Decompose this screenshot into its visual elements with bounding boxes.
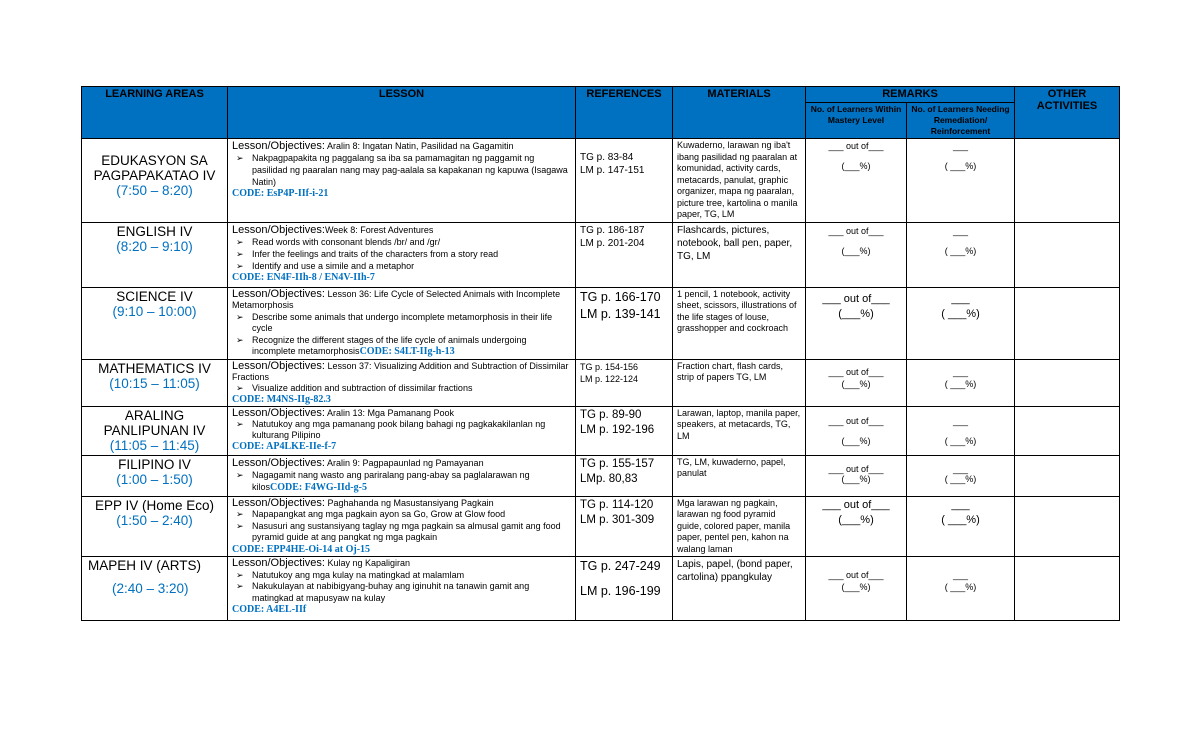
other-activities-cell: [1015, 359, 1120, 406]
lm-reference: LM p. 192-196: [580, 423, 655, 436]
remediation-count: ___: [952, 415, 969, 426]
tg-reference: TG p. 155-157: [580, 457, 655, 470]
learning-area-cell: [82, 455, 228, 496]
references-cell: [576, 222, 673, 287]
mastery-percent: (___%): [841, 582, 871, 592]
lesson-code: CODE: S4LT-IIg-h-13: [359, 346, 455, 357]
mastery-percent: (___%): [841, 378, 871, 389]
objective-item: ➢ Napapangkat ang mga pagkain ayon sa Go, Grow at Glow food: [252, 509, 571, 521]
lesson-title: Aralin 13: Mga Pamanang Pook: [326, 407, 455, 418]
objective-item: ➢ Read words with consonant blends /br/ and /gr/: [252, 236, 571, 248]
table-row: [82, 222, 1120, 287]
lesson-heading: Lesson/Objectives:: [232, 456, 325, 469]
mastery-count: ___ out of___: [828, 141, 884, 151]
lesson-cell: [228, 557, 576, 621]
objective-text: Recognize the different stages of the life cycle of animals undergoing incomplete metamorphosis: [252, 334, 527, 356]
remediation-cell: [907, 287, 1015, 359]
mastery-cell: [806, 557, 907, 621]
learning-area-name: ENGLISH IV: [116, 223, 193, 239]
lesson-plan-table: [81, 86, 1120, 621]
learning-area-cell: [82, 406, 228, 455]
learning-area-cell: [82, 496, 228, 557]
other-activities-cell: [1015, 139, 1120, 223]
lesson-title: Aralin 8: Ingatan Natin, Pasilidad na Gagamitin: [326, 141, 514, 151]
remediation-count: ___: [952, 225, 969, 236]
lm-reference: LM p. 147-151: [580, 165, 645, 176]
learning-area-name: MAPEH IV (ARTS): [88, 558, 202, 573]
lesson-code: CODE: EPP4HE-Oi-14 at Oj-15: [232, 543, 371, 555]
remediation-cell: [907, 557, 1015, 621]
lm-reference: LM p. 122-124: [580, 373, 639, 384]
references-cell: [576, 287, 673, 359]
mastery-percent: (___%): [838, 513, 874, 526]
objective-text: Nagagamit nang wasto ang pariralang pang-abay sa paglalarawan ng kilos: [252, 469, 530, 492]
lesson-cell: [228, 287, 576, 359]
header-materials: MATERIALS: [673, 87, 806, 139]
table-row: [82, 557, 1120, 621]
remediation-cell: [907, 359, 1015, 406]
lesson-heading: Lesson/Objectives:: [232, 223, 325, 236]
tg-reference: TG p. 154-156: [580, 361, 639, 372]
lesson-heading: Lesson/Objectives:: [232, 406, 325, 419]
lesson-heading: Lesson/Objectives:: [232, 287, 325, 300]
lm-reference: LM p. 196-199: [580, 584, 661, 598]
header-mastery: No. of Learners Within Mastery Level: [806, 103, 907, 139]
lesson-heading: Lesson/Objectives:: [232, 496, 325, 509]
lesson-code: CODE: F4WG-IId-g-5: [270, 481, 367, 493]
learning-area-cell: [82, 287, 228, 359]
table-row: [82, 496, 1120, 557]
header-learning-areas: LEARNING AREAS: [82, 87, 228, 139]
lm-reference: LM p. 139-141: [580, 306, 661, 321]
tg-reference: TG p. 114-120: [580, 498, 654, 511]
mastery-count: ___ out of___: [828, 366, 884, 377]
header-references: REFERENCES: [576, 87, 673, 139]
remediation-count: ___: [952, 141, 969, 151]
tg-reference: TG p. 166-170: [580, 289, 661, 304]
mastery-cell: [806, 406, 907, 455]
mastery-cell: [806, 222, 907, 287]
lm-reference: LM p. 301-309: [580, 513, 655, 526]
other-activities-cell: [1015, 455, 1120, 496]
learning-area-time: (7:50 – 8:20): [116, 183, 193, 198]
materials-cell: Flashcards, pictures, notebook, ball pen, paper, TG, LM: [673, 222, 806, 287]
learning-area-cell: [82, 139, 228, 223]
learning-area-time: (1:00 – 1:50): [116, 471, 193, 487]
lesson-cell: [228, 139, 576, 223]
objective-item: ➢ Identify and use a simile and a metaphor: [252, 260, 571, 272]
lesson-cell: [228, 406, 576, 455]
lesson-title: Lesson 37: Visualizing Addition and Subtraction of Dissimilar Fractions: [232, 360, 569, 382]
remediation-count: ___: [952, 463, 969, 474]
lesson-title: Week 8: Forest Adventures: [324, 224, 434, 235]
remediation-percent: ( ___%): [944, 582, 977, 592]
mastery-cell: [806, 287, 907, 359]
table-row: [82, 139, 1120, 223]
remediation-percent: ( ___%): [941, 307, 980, 320]
materials-cell: TG, LM, kuwaderno, papel, panulat: [673, 455, 806, 496]
learning-area-time: (11:05 – 11:45): [109, 437, 200, 453]
objective-item: [252, 335, 571, 358]
lesson-title: Kulay ng Kapaligiran: [327, 558, 411, 568]
mastery-percent: (___%): [841, 435, 871, 446]
learning-area-name: EPP IV (Home Eco): [94, 497, 215, 513]
header-lesson: LESSON: [228, 87, 576, 139]
learning-area-name: SCIENCE IV: [116, 288, 193, 304]
lesson-code: CODE: A4EL-IIf: [232, 604, 307, 615]
remediation-percent: ( ___%): [944, 378, 977, 389]
mastery-percent: (___%): [841, 245, 871, 256]
table-row: [82, 287, 1120, 359]
learning-area-name: ARALING PANLIPUNAN IV: [103, 407, 206, 438]
references-cell: [576, 496, 673, 557]
lesson-code: CODE: EsP4P-IIf-i-21: [232, 188, 329, 199]
tg-reference: TG p. 83-84: [580, 152, 634, 163]
remediation-count: ___: [951, 498, 970, 511]
materials-cell: Kuwaderno, larawan ng iba't ibang pasilidad ng paaralan at komunidad, activity cards, metacards, panulat, graphic organizer, mapa ng paaralan, picture tree, kartolina o manila paper, TG, LM: [673, 139, 806, 223]
objective-item: ➢ Describe some animals that undergo incomplete metamorphosis in their life cycle: [252, 312, 571, 335]
other-activities-cell: [1015, 222, 1120, 287]
lesson-code: CODE: EN4F-IIh-8 / EN4V-IIh-7: [232, 271, 375, 283]
table-row: [82, 406, 1120, 455]
learning-area-cell: [82, 359, 228, 406]
lesson-title: Lesson 36: Life Cycle of Selected Animals with Incomplete Metamorphosis: [232, 288, 561, 310]
tg-reference: TG p. 89-90: [580, 408, 642, 421]
learning-area-time: (2:40 – 3:20): [112, 581, 189, 596]
materials-cell: Fraction chart, flash cards, strip of papers TG, LM: [673, 359, 806, 406]
mastery-percent: (___%): [841, 473, 871, 484]
remediation-percent: ( ___%): [941, 513, 980, 526]
learning-area-cell: [82, 557, 228, 621]
materials-cell: 1 pencil, 1 notebook, activity sheet, scissors, illustrations of the life stages of louse, grasshopper and cockroach: [673, 287, 806, 359]
objective-item: ➢ Nasusuri ang sustansiyang taglay ng mga pagkain sa almusal gamit ang food pyramid guide at ang pangkat ng mga pagkain: [252, 521, 571, 544]
objective-item: ➢ Natutukoy ang mga pamanang pook bilang bahagi ng pagkakakilanlan ng kulturang Pilipino: [252, 419, 571, 441]
lesson-heading: Lesson/Objectives:: [232, 359, 325, 372]
mastery-cell: [806, 496, 907, 557]
remediation-cell: [907, 406, 1015, 455]
table-row: [82, 359, 1120, 406]
other-activities-cell: [1015, 557, 1120, 621]
objective-item: ➢ Nakpagpapakita ng paggalang sa iba sa pamamagitan ng paggamit ng pasilidad ng paaralan nang may pag-aalala sa kapakanan ng kapuwa (Isagawa Natin): [252, 152, 571, 188]
references-cell: [576, 139, 673, 223]
lesson-heading: Lesson/Objectives:: [232, 557, 325, 569]
lesson-title: Aralin 9: Pagpapaunlad ng Pamayanan: [326, 457, 484, 468]
references-cell: [576, 359, 673, 406]
remediation-count: ___: [952, 570, 969, 580]
remediation-count: ___: [952, 366, 969, 377]
lesson-cell: [228, 496, 576, 557]
mastery-percent: (___%): [841, 161, 871, 171]
tg-reference: TG p. 247-249: [580, 559, 661, 573]
mastery-cell: [806, 455, 907, 496]
other-activities-cell: [1015, 287, 1120, 359]
mastery-cell: [806, 359, 907, 406]
learning-area-time: (10:15 – 11:05): [109, 375, 200, 391]
objective-item: [252, 469, 571, 494]
mastery-count: ___ out of___: [828, 570, 884, 580]
learning-area-cell: [82, 222, 228, 287]
learning-area-name: MATHEMATICS IV: [98, 360, 211, 376]
mastery-count: ___ out of___: [822, 292, 890, 305]
lm-reference: LM p. 201-204: [580, 237, 645, 249]
mastery-count: ___ out of___: [828, 415, 884, 426]
lm-reference: LMp. 80,83: [580, 472, 638, 485]
mastery-count: ___ out of___: [822, 498, 890, 511]
objective-item: ➢ Nakukulayan at nabibigyang-buhay ang iginuhit na tanawin gamit ang matingkad at mapusyaw na kulay: [252, 581, 571, 604]
remediation-percent: ( ___%): [944, 435, 977, 446]
lesson-heading: Lesson/Objectives:: [232, 140, 325, 152]
remediation-percent: ( ___%): [944, 245, 977, 256]
mastery-percent: (___%): [838, 307, 874, 320]
learning-area-name: EDUKASYON SA PAGPAPAKATAO IV: [93, 153, 216, 183]
header-other-activities: OTHER ACTIVITIES: [1015, 87, 1120, 139]
remediation-percent: ( ___%): [944, 161, 977, 171]
learning-area-time: (1:50 – 2:40): [116, 512, 193, 528]
objective-item: ➢ Visualize addition and subtraction of dissimilar fractions: [252, 383, 571, 394]
tg-reference: TG p. 186-187: [580, 224, 645, 236]
lesson-code: CODE: AP4LKE-IIe-f-7: [232, 440, 337, 452]
references-cell: [576, 455, 673, 496]
references-cell: [576, 557, 673, 621]
mastery-count: ___ out of___: [828, 225, 884, 236]
references-cell: [576, 406, 673, 455]
header-remediation: No. of Learners Needing Remediation/ Reinforcement: [907, 103, 1015, 139]
header-remarks: REMARKS: [806, 87, 1015, 103]
table-row: [82, 455, 1120, 496]
materials-cell: Lapis, papel, (bond paper, cartolina) ppangkulay: [673, 557, 806, 621]
lesson-code: CODE: M4NS-IIg-82.3: [232, 393, 331, 405]
learning-area-name: FILIPINO IV: [118, 456, 191, 472]
remediation-count: ___: [951, 292, 970, 305]
lesson-title: Paghahanda ng Masustansiyang Pagkain: [327, 497, 494, 508]
objective-item: ➢ Natutukoy ang mga kulay na matingkad at malamlam: [252, 570, 571, 582]
remediation-cell: [907, 455, 1015, 496]
remediation-cell: [907, 496, 1015, 557]
other-activities-cell: [1015, 496, 1120, 557]
materials-cell: Mga larawan ng pagkain, larawan ng food pyramid guide, colored paper, manila paper, pentel pen, kahon na walang laman: [673, 496, 806, 557]
lesson-cell: [228, 222, 576, 287]
lesson-cell: [228, 455, 576, 496]
remediation-percent: ( ___%): [944, 473, 977, 484]
learning-area-time: (8:20 – 9:10): [116, 238, 193, 254]
remediation-cell: [907, 222, 1015, 287]
objective-item: ➢ Infer the feelings and traits of the characters from a story read: [252, 248, 571, 260]
lesson-cell: [228, 359, 576, 406]
remediation-cell: [907, 139, 1015, 223]
materials-cell: Larawan, laptop, manila paper, speakers, at metacards, TG, LM: [673, 406, 806, 455]
other-activities-cell: [1015, 406, 1120, 455]
mastery-count: ___ out of___: [828, 463, 884, 474]
learning-area-time: (9:10 – 10:00): [112, 303, 197, 319]
mastery-cell: [806, 139, 907, 223]
